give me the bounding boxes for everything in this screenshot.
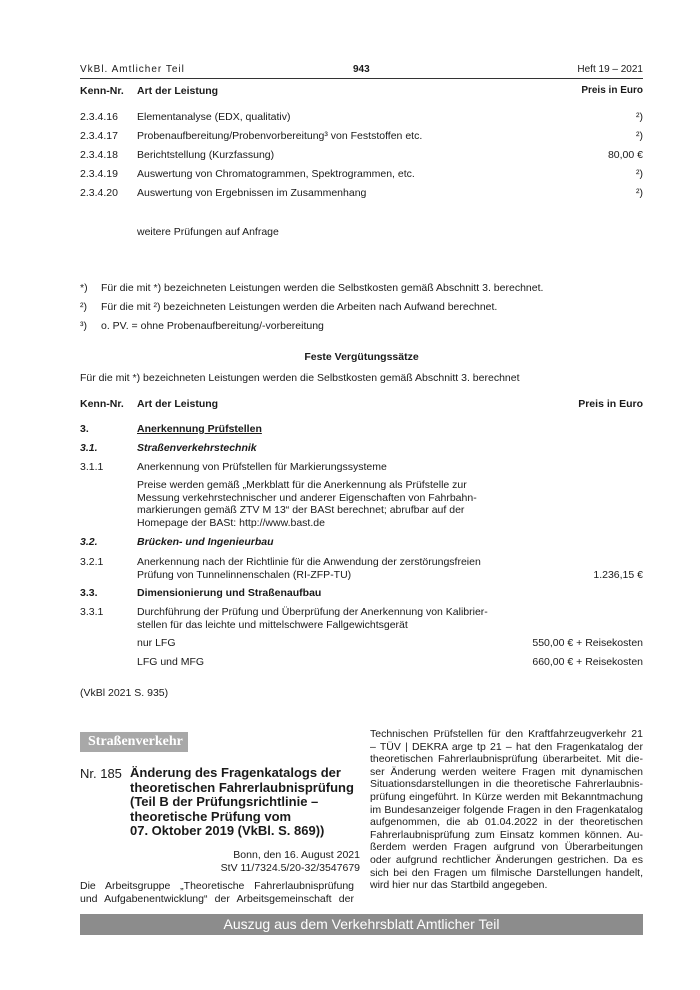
text-line: und Aufgabenentwicklung“ der Arbeitsgemeinschaft der bbox=[80, 892, 354, 905]
row-nr: 2.3.4.20 bbox=[80, 187, 118, 199]
text-line: Anerkennung nach der Richtlinie für die Anwendung der zerstörungsfreien bbox=[137, 556, 481, 568]
section-nr: 3.1. bbox=[80, 442, 98, 454]
row-art: Elementanalyse (EDX, qualitativ) bbox=[137, 111, 291, 123]
text-line: ser Änderung werden weitere Fragen mit dynamischen bbox=[370, 765, 643, 778]
text-line: sich bei den Fragen um filmische Darstellungen handelt, bbox=[370, 866, 643, 879]
place-date: Bonn, den 16. August 2021 bbox=[233, 849, 360, 861]
text-line: aufgenommen, die ab 01.04.2022 in der theoretischen bbox=[370, 816, 643, 829]
section-heading-bar bbox=[80, 732, 188, 752]
table-row bbox=[80, 167, 643, 181]
file-reference: StV 11/7324.5/20-32/3547679 bbox=[220, 861, 360, 874]
row-art: nur LFG bbox=[137, 637, 176, 649]
row-preis: ²) bbox=[636, 168, 643, 180]
row-art: Berichtstellung (Kurzfassung) bbox=[137, 149, 275, 161]
section-nr: 3. bbox=[80, 423, 89, 435]
col-preis: Preis in Euro bbox=[578, 398, 643, 410]
section-nr: 3.3.1 bbox=[80, 606, 104, 618]
row-nr: 2.3.4.16 bbox=[80, 111, 118, 123]
header-issue: Heft 19 – 2021 bbox=[577, 64, 643, 75]
row-preis: 550,00 € + Reisekosten bbox=[532, 637, 643, 649]
col-kenn: Kenn-Nr. bbox=[80, 398, 124, 410]
text-line: ßerdem werden Fragen aufgrund von Überarbeitungen bbox=[370, 841, 643, 854]
row-nr: 2.3.4.19 bbox=[80, 168, 118, 180]
document-page bbox=[80, 0, 643, 990]
title-line: 07. Oktober 2019 (VkBl. S. 869)) bbox=[130, 823, 325, 838]
section-3-1 bbox=[80, 441, 643, 455]
footnote-mark: *) bbox=[80, 282, 88, 294]
text-line: Situationsdarstellungen in die theoretische Fahrerlaubnis- bbox=[370, 778, 643, 791]
section-heading: Straßenverkehr bbox=[88, 734, 183, 749]
text-line: Technischen Prüfstellen für den Kraftfahrzeugverkehr 21 bbox=[370, 728, 643, 740]
col-art: Art der Leistung bbox=[137, 398, 219, 410]
header-journal: VkBl. Amtlicher Teil bbox=[80, 64, 185, 75]
section-nr: 3.1.1 bbox=[80, 461, 104, 473]
row-preis: ²) bbox=[636, 187, 643, 199]
row-preis: ²) bbox=[636, 130, 643, 142]
row-preis: 1.236,15 € bbox=[593, 569, 643, 581]
table-row bbox=[80, 129, 643, 143]
running-header bbox=[80, 64, 643, 78]
section-title: Anerkennung Prüfstellen bbox=[137, 423, 262, 435]
article-title bbox=[130, 766, 360, 839]
section-3 bbox=[80, 422, 643, 436]
text-line: Homepage der BASt: http://www.bast.de bbox=[137, 516, 325, 529]
section-nr: 3.3. bbox=[80, 587, 98, 599]
row-art: Auswertung von Chromatogrammen, Spektrogrammen, etc. bbox=[137, 168, 415, 180]
table2-header bbox=[80, 397, 643, 411]
col-art: Art der Leistung bbox=[137, 85, 219, 97]
row-art: Auswertung von Ergebnissen im Zusammenhang bbox=[137, 187, 367, 199]
feste-intro: Für die mit *) bezeichneten Leistungen werden die Selbstkosten gemäß Abschnitt 3. berechnet bbox=[80, 372, 520, 384]
text-line: Preise werden gemäß „Merkblatt für die Anerkennung als Prüfstelle zur bbox=[137, 479, 467, 491]
row-nr: 2.3.4.18 bbox=[80, 149, 118, 161]
section-3-3-1-text bbox=[137, 606, 488, 631]
row-preis: ²) bbox=[636, 111, 643, 123]
text-line: Fahrerlaubnisprüfung zum Einsatz kommen können. Au- bbox=[370, 828, 643, 841]
row-nr: 2.3.4.17 bbox=[80, 130, 118, 142]
text-line: Messung verkehrstechnischer und anderer Eigenschaften von Fahrbahn- bbox=[137, 491, 477, 504]
section-nr: 3.2. bbox=[80, 536, 98, 548]
row-art: Probenaufbereitung/Probenvorbereitung³ von Feststoffen etc. bbox=[137, 130, 423, 142]
article-place-ref bbox=[200, 849, 360, 874]
col-preis: Preis in Euro bbox=[581, 85, 643, 96]
text-line: im Bundesanzeiger folgende Fragen in den Fragenkatalog bbox=[370, 803, 643, 816]
text-line: Prüfung von Tunnelinnenschalen (RI-ZFP-TU) bbox=[137, 568, 352, 581]
reference: (VkBl 2021 S. 935) bbox=[80, 687, 169, 699]
section-title: Straßenverkehrstechnik bbox=[137, 442, 257, 454]
section-title: Anerkennung von Prüfstellen für Markierungssysteme bbox=[137, 461, 387, 473]
section-3-1-1-text bbox=[137, 479, 477, 529]
feste-title: Feste Vergütungssätze bbox=[304, 351, 419, 363]
section-title: Brücken- und Ingenieurbau bbox=[137, 536, 274, 548]
text-line: oder aufgrund rechtlicher Änderungen gestrichen. Da es bbox=[370, 853, 643, 866]
section-3-2-1-price bbox=[80, 568, 643, 582]
further-text: weitere Prüfungen auf Anfrage bbox=[137, 226, 279, 238]
header-rule bbox=[80, 78, 643, 79]
article-number: Nr. 185 bbox=[80, 766, 122, 781]
footnote-text: o. PV. = ohne Probenaufbereitung/-vorbereitung bbox=[101, 320, 324, 332]
footnote-mark: ²) bbox=[80, 301, 87, 313]
section-nr: 3.2.1 bbox=[80, 556, 104, 568]
footnote-mark: ³) bbox=[80, 320, 87, 332]
row-preis: 660,00 € + Reisekosten bbox=[532, 656, 643, 668]
text-line: theoretischen Fahrerlaubnisprüfung überarbeitet. Mit die- bbox=[370, 753, 643, 766]
text-line: Durchführung der Prüfung und Überprüfung der Anerkennung von Kalibrier- bbox=[137, 606, 488, 618]
mfg-row bbox=[80, 655, 643, 669]
text-line: – TÜV | DEKRA arge tp 21 – hat den Fragenkatalog der bbox=[370, 740, 643, 753]
section-3-3 bbox=[80, 586, 643, 600]
footnote-text: Für die mit *) bezeichneten Leistungen werden die Selbstkosten gemäß Abschnitt 3. berechnet. bbox=[101, 282, 544, 294]
title-line: (Teil B der Prüfungsrichtlinie – bbox=[130, 794, 319, 809]
row-preis: 80,00 € bbox=[607, 149, 643, 161]
text-line: markierungen gemäß ZTV M 13“ der BASt berechnet; abrufbar auf der bbox=[137, 504, 465, 517]
section-title: Dimensionierung und Straßenaufbau bbox=[137, 587, 322, 599]
text-line: prüfung eingeführt. In Kürze werden mit Bekanntmachung bbox=[370, 790, 643, 803]
text-line: stellen für das leichte und mittelschwere Fallgewichtsgerät bbox=[137, 618, 408, 631]
col-kenn: Kenn-Nr. bbox=[80, 85, 124, 97]
article-body-left bbox=[80, 880, 354, 905]
title-line: theoretischen Fahrerlaubnisprüfung bbox=[130, 779, 354, 795]
table1-header bbox=[80, 84, 643, 98]
footnote-text: Für die mit ²) bezeichneten Leistungen werden die Arbeiten nach Aufwand berechnet. bbox=[101, 301, 498, 313]
lfg-row bbox=[80, 636, 643, 650]
table-row bbox=[80, 148, 643, 162]
page-number: 943 bbox=[353, 64, 370, 75]
further-tests bbox=[80, 225, 643, 239]
section-3-2 bbox=[80, 535, 643, 549]
row-art: LFG und MFG bbox=[137, 656, 205, 668]
title-line: theoretische Prüfung vom bbox=[130, 808, 292, 824]
text-line: Die Arbeitsgruppe „Theoretische Fahrerlaubnisprüfung bbox=[80, 880, 354, 892]
table-row bbox=[80, 186, 643, 200]
title-line: Änderung des Fragenkatalogs der bbox=[130, 765, 341, 780]
section-3-1-1 bbox=[80, 460, 643, 474]
text-line: wird hier nur das Startbild angegeben. bbox=[370, 879, 548, 892]
article-body-right bbox=[370, 728, 643, 892]
table-row bbox=[80, 110, 643, 124]
footer-banner: Auszug aus dem Verkehrsblatt Amtlicher Teil bbox=[80, 914, 643, 935]
